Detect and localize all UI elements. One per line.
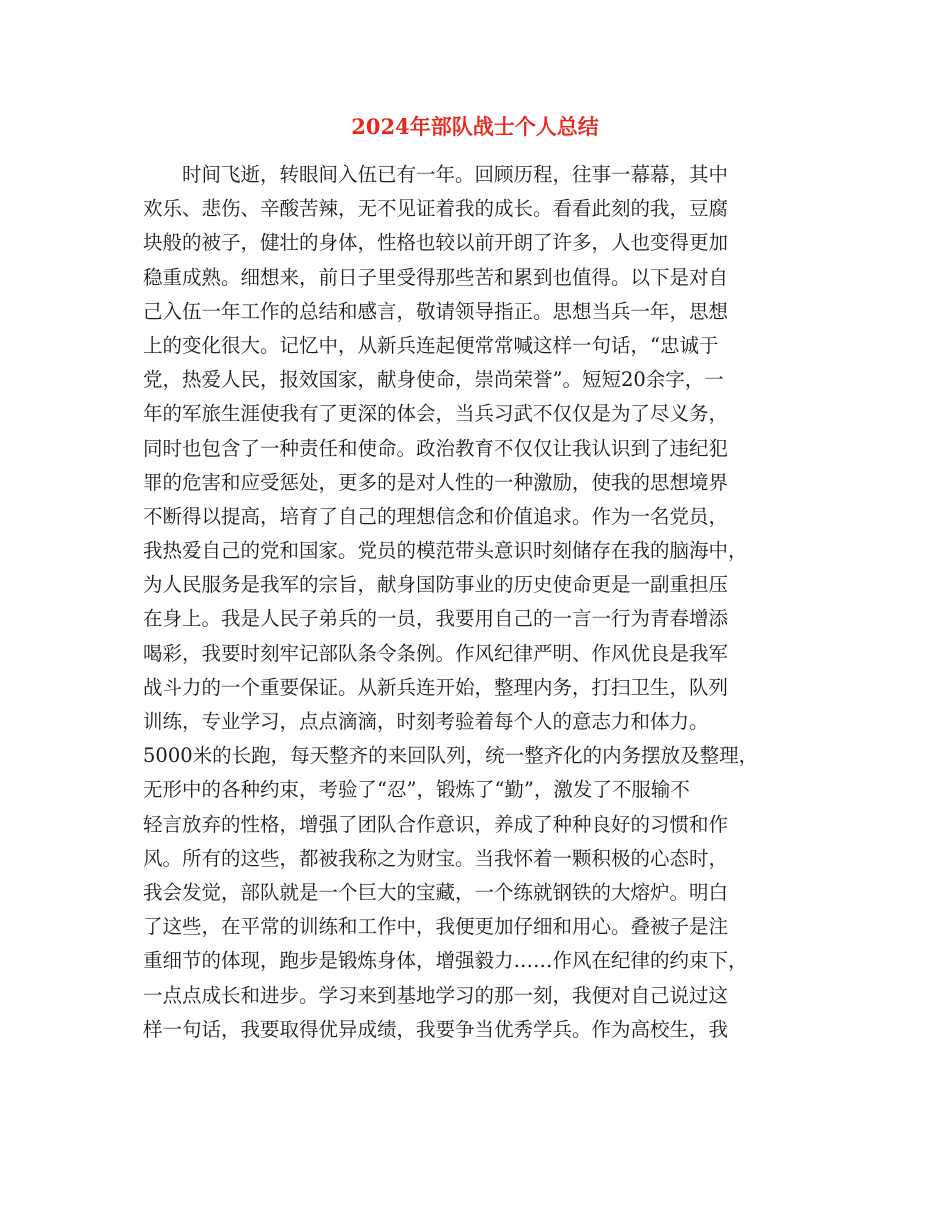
text-line: 年的军旅生涯使我有了更深的体会，当兵习武不仅仅是为了尽义务， [143, 402, 729, 426]
text-line: 一点点成长和进步。学习来到基地学习的那一刻，我便对自己说过这 [143, 983, 729, 1007]
text-line: 为人民服务是我军的宗旨，献身国防事业的历史使命更是一副重担压 [143, 573, 729, 597]
text-line: 重细节的体现，跑步是锻炼身体，增强毅力……作风在纪律的约束下， [143, 949, 748, 973]
text-line: 轻言放弃的性格，增强了团队合作意识，养成了种种良好的习惯和作 [143, 812, 729, 836]
text-line: 罪的危害和应受惩处，更多的是对人性的一种激励，使我的思想境界 [143, 470, 729, 494]
text-line: 样一句话，我要取得优异成绩，我要争当优秀学兵。作为高校生，我 [143, 1017, 729, 1041]
document-body [143, 158, 803, 1047]
text-line: 欢乐、悲伤、辛酸苦辣，无不见证着我的成长。看看此刻的我，豆腐 [143, 197, 729, 221]
text-line: 稳重成熟。细想来，前日子里受得那些苦和累到也值得。以下是对自 [143, 265, 729, 289]
text-line: 时间飞逝，转眼间入伍已有一年。回顾历程，往事一幕幕，其中 [182, 163, 729, 186]
text-line: 我会发觉，部队就是一个巨大的宝藏，一个练就钢铁的大熔炉。明白 [143, 880, 729, 904]
text-line: 己入伍一年工作的总结和感言，敬请领导指正。思想当兵一年，思想 [143, 299, 729, 323]
text-line: 在身上。我是人民子弟兵的一员，我要用自己的一言一行为青春增添 [143, 607, 729, 631]
text-line: 无形中的各种约束，考验了“忍”，锻炼了“勤”，激发了不服输不 [143, 778, 690, 802]
text-line: 我热爱自己的党和国家。党员的模范带头意识时刻储存在我的脑海中， [143, 539, 748, 563]
text-line: 战斗力的一个重要保证。从新兵连开始，整理内务，打扫卫生，队列 [143, 675, 729, 699]
text-line: 了这些，在平常的训练和工作中，我便更加仔细和用心。叠被子是注 [143, 915, 729, 939]
text-line: 上的变化很大。记忆中，从新兵连起便常常喊这样一句话，“忠诚于 [143, 333, 719, 357]
document-title: 2024年部队战士个人总结 [351, 114, 599, 139]
text-line: 喝彩，我要时刻牢记部队条令条例。作风纪律严明、作风优良是我军 [143, 641, 729, 665]
text-line: 党，热爱人民，报效国家，献身使命，崇尚荣誉”。短短20余字，一 [143, 368, 724, 392]
text-line: 块般的被子，健壮的身体，性格也较以前开朗了许多，人也变得更加 [143, 231, 729, 255]
text-line: 同时也包含了一种责任和使命。政治教育不仅仅让我认识到了违纪犯 [143, 436, 729, 460]
text-line: 训练，专业学习，点点滴滴，时刻考验着每个人的意志力和体力。 [143, 710, 709, 733]
text-line: 风。所有的这些，都被我称之为财宝。当我怀着一颗积极的心态时， [143, 846, 729, 870]
text-line: 5000米的长跑，每天整齐的来回队列，统一整齐化的内务摆放及整理， [143, 744, 759, 768]
text-line: 不断得以提高，培育了自己的理想信念和价值追求。作为一名党员， [143, 504, 729, 528]
